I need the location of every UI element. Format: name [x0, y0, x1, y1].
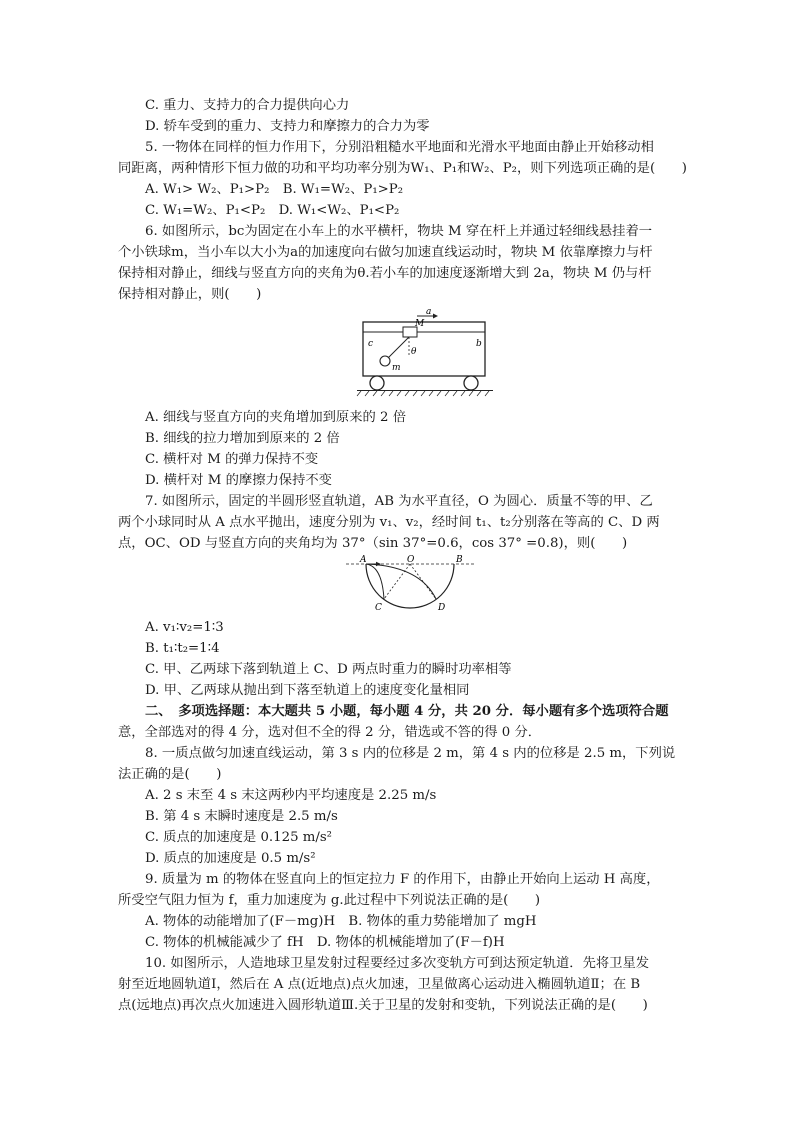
q6-option-b: B. 细线的拉力增加到原来的 2 倍: [145, 431, 340, 446]
q8-option-a: A. 2 s 末至 4 s 末这两秒内平均速度是 2.25 m/s: [145, 788, 437, 803]
wheel-right: [464, 376, 478, 390]
q8-option-c: C. 质点的加速度是 0.125 m/s²: [145, 830, 332, 845]
q4-option-d: D. 轿车受到的重力、支持力和摩擦力的合力为零: [145, 119, 430, 134]
label-D: D: [438, 603, 446, 613]
q10-stem-line2: 射至近地圆轨道Ⅰ，然后在 A 点(近地点)点火加速，卫星做离心运动进入椭圆轨道Ⅱ；在 B: [118, 977, 641, 992]
q6-option-c: C. 横杆对 M 的弹力保持不变: [145, 452, 319, 467]
q7-stem-line1: 7. 如图所示，固定的半圆形竖直轨道，AB 为水平直径，O 为圆心．质量不等的甲、乙: [145, 494, 653, 509]
q8-option-b: B. 第 4 s 末瞬时速度是 2.5 m/s: [145, 809, 338, 824]
q6-option-a: A. 细线与竖直方向的夹角增加到原来的 2 倍: [145, 410, 407, 425]
radius-oc: [384, 564, 410, 599]
q5-stem-line1: 5. 一物体在同样的恒力作用下，分别沿粗糙水平地面和光滑水平地面由静止开始移动相: [145, 140, 654, 155]
label-theta: θ: [411, 347, 417, 357]
trajectory-c: [366, 564, 384, 599]
q7-stem-line3: 点，OC、OD 与竖直方向的夹角均为 37°（sin 37°=0.6，cos 37° =0.8)，则( ): [118, 536, 628, 551]
q6-stem-line2: 个小铁球m，当小车以大小为a的加速度向右做匀加速直线运动时，物块 M 依靠摩擦力与杆: [118, 245, 653, 260]
label-O: O: [407, 555, 415, 565]
q8-option-d: D. 质点的加速度是 0.5 m/s²: [145, 851, 316, 866]
q7-semicircle-figure: [340, 554, 480, 618]
q4-option-c: C. 重力、支持力的合力提供向心力: [145, 98, 350, 113]
q8-stem-line1: 8. 一质点做匀加速直线运动，第 3 s 内的位移是 2 m，第 4 s 内的位移是 2.5 m，下列说: [145, 746, 676, 761]
q6-stem-line1: 6. 如图所示，bc为固定在小车上的水平横杆，物块 M 穿在杆上并通过轻细线悬挂着一: [145, 224, 653, 239]
q6-stem-line3: 保持相对静止，细线与竖直方向的夹角为θ.若小车的加速度逐渐增大到 2a，物块 M 仍与杆: [118, 266, 652, 281]
q10-stem-line3: 点(远地点)再次点火加速进入圆形轨道Ⅲ.关于卫星的发射和变轨，下列说法正确的是( ): [118, 998, 648, 1013]
q6-cart-figure: [355, 308, 495, 400]
section2-heading-line2: 意，全部选对的得 4 分，选对但不全的得 2 分，错选或不答的得 0 分．: [118, 725, 542, 740]
label-m: m: [392, 363, 401, 373]
q9-options-cd: C. 物体的机械能减少了 fH D. 物体的机械能增加了(F－f)H: [145, 935, 505, 950]
arrow-head: [433, 314, 438, 319]
cart-body: [363, 322, 485, 376]
section2-heading-line1: 二、 多项选择题：本大题共 5 小题，每小题 4 分，共 20 分．每小题有多个选项符合题: [145, 704, 669, 719]
q5-options-cd: C. W₁=W₂、P₁<P₂ D. W₁<W₂、P₁<P₂: [145, 203, 400, 218]
q10-stem-line1: 10. 如图所示，人造地球卫星发射过程要经过多次变轨方可到达预定轨道．先将卫星发: [145, 956, 650, 971]
label-A: A: [360, 555, 367, 565]
q9-stem-line2: 所受空气阻力恒为 f，重力加速度为 g.此过程中下列说法正确的是( ): [118, 893, 541, 908]
q8-stem-line2: 法正确的是( ): [118, 767, 222, 782]
label-M: M: [415, 319, 425, 329]
label-a: a: [426, 308, 432, 317]
q5-options-ab: A. W₁> W₂、P₁>P₂ B. W₁=W₂、P₁>P₂: [145, 182, 404, 197]
label-b: b: [476, 339, 482, 349]
q9-stem-line1: 9. 质量为 m 的物体在竖直向上的恒定拉力 F 的作用下，由静止开始向上运动 H 高度，: [145, 872, 660, 887]
q6-option-d: D. 横杆对 M 的摩擦力保持不变: [145, 473, 332, 488]
q5-stem-line2: 同距离，两种情形下恒力做的功和平均功率分别为W₁、P₁和W₂、P₂，则下列选项正确的是( ): [118, 161, 687, 176]
q7-option-b: B. t₁∶t₂=1∶4: [145, 641, 220, 656]
q7-stem-line2: 两个小球同时从 A 点水平抛出，速度分别为 v₁、v₂，经时间 t₁、t₂分别落在等高的 C、D 两: [118, 515, 660, 530]
q7-option-a: A. v₁∶v₂=1∶3: [145, 620, 224, 635]
label-B: B: [456, 555, 463, 565]
q7-option-c: C. 甲、乙两球下落到轨道上 C、D 两点时重力的瞬时功率相等: [145, 662, 512, 677]
q6-stem-line4: 保持相对静止，则( ): [118, 287, 262, 302]
label-C: C: [375, 603, 382, 613]
wheel-left: [370, 376, 384, 390]
q9-options-ab: A. 物体的动能增加了(F－mg)H B. 物体的重力势能增加了 mgH: [145, 914, 537, 929]
ground-hatching: [357, 391, 489, 396]
ball-m: [380, 356, 390, 366]
q7-option-d: D. 甲、乙两球从抛出到下落至轨道上的速度变化量相同: [145, 683, 470, 698]
label-c: c: [368, 339, 374, 349]
semicircle-track: [366, 564, 454, 608]
trajectory-d: [366, 564, 436, 599]
thread: [388, 337, 409, 358]
